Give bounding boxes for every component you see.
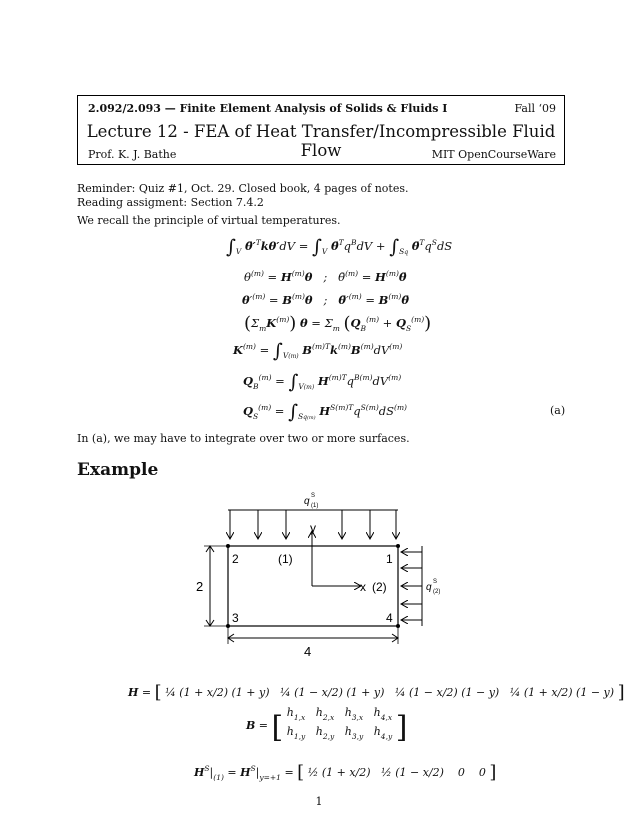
lecture-title: Lecture 12 - FEA of Heat Transfer/Incompressible Fluid Flow <box>86 122 556 160</box>
equation-gradient: $\theta'^{(m)} = B^{(m)}\theta$ ; $\thetā'^{(m)}$ = $B^{(m)}\thetā$ <box>242 292 409 307</box>
flux-right-sub: (2) <box>433 589 441 595</box>
flux-top-label: q <box>304 496 310 507</box>
course-title: 2.092/2.093 — Finite Element Analysis of Solids & Fluids I <box>88 102 448 115</box>
equation-hs-matrix: $H^S|_{(1)} = H^S|_{y=+1}$ = [ ½ (1 + x/2) ½ (1 − x/2) 0 0 ] <box>194 762 497 783</box>
width-dimension-label: 4 <box>304 644 312 658</box>
right-flux-arrows <box>402 552 422 620</box>
node-1-dot <box>396 544 400 548</box>
equation-assembly: $(\Sigma_mK^{(m)}) \theta = \Sigma_m$ $(Q_B^{(m)} + Q_S^{(m)})$ <box>244 313 432 334</box>
surfaces-note: In (a), we may have to integrate over two or more surfaces. <box>77 432 410 445</box>
equation-virtual-temperatures: $\int_V$ $\thetā'^Tk\theta'dV = \int_V$ $\thetā^Tq^BdV + \int_{Sq}$ $\thetā^Tq^SdS$ <box>226 236 453 258</box>
height-dimension-label: 2 <box>196 579 204 594</box>
equation-body-load: $Q_B^{(m)} = \int_{V(m)}$ $H^{(m)T}q^{B(m)}dV^{(m)}$ <box>243 371 402 393</box>
flux-top-sub: (1) <box>311 503 319 509</box>
reminder-text: Reminder: Quiz #1, Oct. 29. Closed book, 4 pages of notes. <box>77 182 409 195</box>
publisher: MIT OpenCourseWare <box>431 148 556 161</box>
equation-h-matrix: H = [ ¼ (1 + x/2) (1 + y) ¼ (1 − x/2) (1 + y) ¼ (1 − x/2) (1 − y) ¼ (1 + x/2) (1 − y) ] <box>128 682 625 703</box>
node-1-label: 1 <box>386 552 393 566</box>
y-axis-label: y <box>310 521 316 535</box>
header-box <box>77 95 565 165</box>
page-number: 1 <box>315 795 323 808</box>
flux-right-sup: S <box>433 579 438 585</box>
node-2-label: 2 <box>232 552 239 566</box>
surface-2-label: (2) <box>372 580 387 594</box>
principle-text: We recall the principle of virtual temperatures. <box>77 214 341 227</box>
surface-1-label: (1) <box>278 552 293 566</box>
x-axis-label: x <box>360 580 366 594</box>
flux-right-label: q <box>426 582 432 593</box>
equation-interpolation: $\theta^{(m)} = H^{(m)}\theta$ ; θ̄$^{(m)}$ = $H^{(m)}\thetā$ <box>244 269 407 284</box>
reading-text: Reading assigment: Section 7.4.2 <box>77 196 264 209</box>
element-diagram <box>190 488 450 658</box>
equation-conductivity-matrix: $K^{(m)} = \int_{V(m)}$ $B^{(m)T}k^{(m)}B^{(m)}dV^{(m)}$ <box>233 340 403 362</box>
node-4-dot <box>396 624 400 628</box>
node-3-label: 3 <box>232 611 239 625</box>
equation-label: (a) <box>550 404 566 417</box>
example-heading: Example <box>77 460 159 480</box>
equation-surface-load: $Q_S^{(m)} = \int_{Sq(m)}$ $H^{S(m)T}q^{S(m)}dS^{(m)}$ <box>243 401 407 423</box>
node-4-label: 4 <box>386 611 393 625</box>
author: Prof. K. J. Bathe <box>88 148 177 161</box>
term: Fall ‘09 <box>514 102 556 115</box>
equation-b-matrix: B = [ $h_{1,x}$ $h_{2,x}$ $h_{3,x}$ $h_{4,x}$ $h_{1,y}$ $h_{2,y}$ $h_{3,y}$ $h_{4,y}$ ] <box>246 706 408 745</box>
flux-top-sup: S <box>311 493 316 499</box>
